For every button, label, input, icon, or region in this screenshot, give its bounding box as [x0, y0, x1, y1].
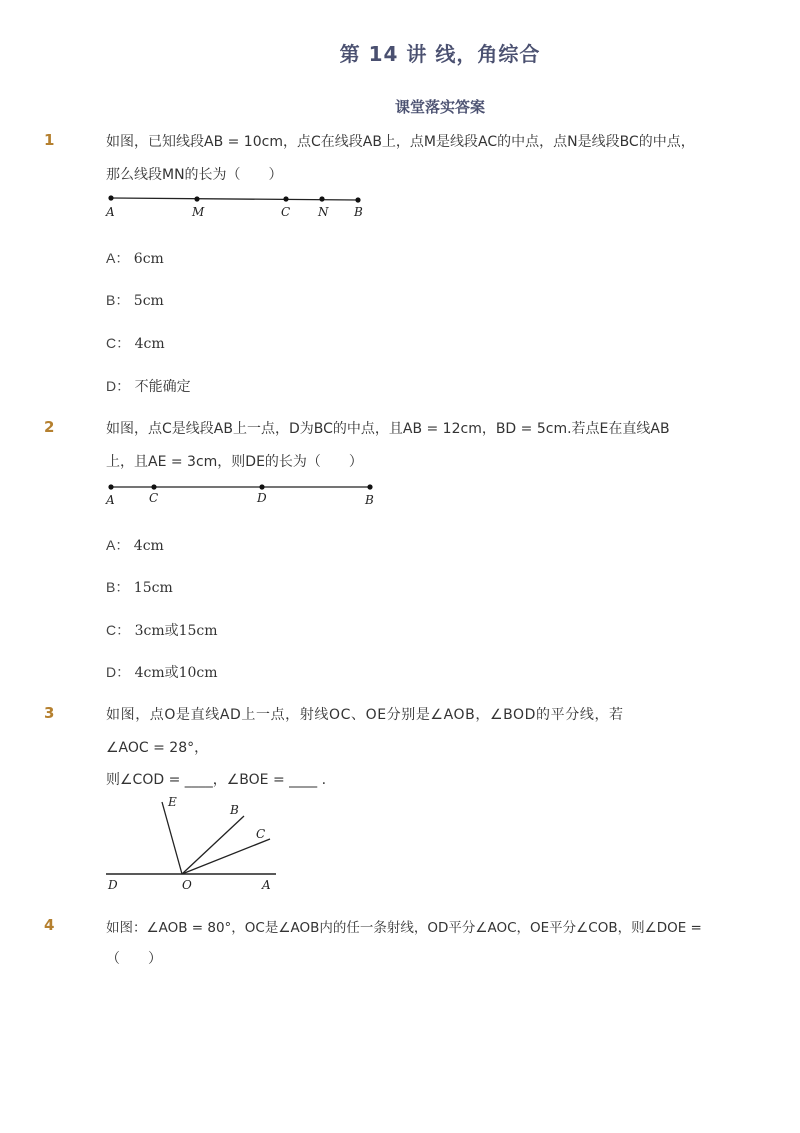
label-a: A [106, 493, 115, 507]
question-3-line-2: ∠AOC = 28°， [106, 740, 209, 756]
option-label: B： [106, 292, 130, 308]
option-value: 15cm [133, 580, 173, 596]
point-b [367, 484, 372, 489]
option-value: 5cm [133, 293, 164, 309]
question-4-line-1: 如图：∠AOB = 80°，OC是∠AOB内的任一条射线，OD平分∠AOC，OE平分∠COB，则∠DOE = [106, 920, 702, 936]
segment-figure-q1 [106, 192, 366, 222]
point-c [151, 484, 156, 489]
point-m [194, 196, 199, 201]
option-c[interactable] [106, 620, 218, 640]
point-a [108, 195, 113, 200]
point-a [108, 484, 113, 489]
label-c: C [149, 491, 159, 505]
point-c [283, 196, 288, 201]
question-number: 3 [44, 704, 55, 722]
label-a: A [106, 205, 115, 219]
page-title: 第 14 讲 线，角综合 [339, 42, 541, 66]
option-value: 3cm或15cm [134, 623, 218, 639]
label-e: E [168, 795, 177, 809]
label-c: C [281, 205, 291, 219]
option-value: 4cm或10cm [134, 665, 218, 681]
option-label: D： [106, 664, 131, 680]
section-subtitle: 课堂落实答案 [394, 98, 485, 116]
point-n [319, 196, 324, 201]
question-number: 1 [44, 131, 55, 149]
option-value: 4cm [133, 538, 164, 554]
angle-figure-q3 [104, 792, 284, 892]
label-o: O [182, 878, 192, 892]
ray-ob [182, 816, 244, 874]
label-d: D [108, 878, 118, 892]
label-b: B [230, 803, 239, 817]
label-b: B [365, 493, 374, 507]
option-a[interactable] [106, 535, 164, 555]
label-a: A [262, 878, 271, 892]
question-3-line-1: 如图，点O是直线AD上一点，射线OC、OE分别是∠AOB，∠BOD的平分线，若 [106, 707, 624, 723]
option-label: A： [106, 250, 130, 266]
label-m: M [192, 205, 205, 219]
option-label: C： [106, 622, 131, 638]
option-a[interactable] [106, 248, 164, 268]
label-d: D [257, 491, 267, 505]
question-number: 2 [44, 418, 55, 436]
option-value: 4cm [134, 336, 165, 352]
option-b[interactable] [106, 290, 164, 310]
question-number: 4 [44, 916, 55, 934]
segment-figure-q2 [106, 480, 376, 510]
question-1-line-2: 那么线段MN的长为（ ） [106, 167, 283, 183]
label-c: C [256, 827, 266, 841]
option-label: C： [106, 335, 131, 351]
question-3-line-3: 则∠COD = ____，∠BOE = ____ . [106, 772, 327, 788]
label-b: B [354, 205, 363, 219]
option-b[interactable] [106, 577, 173, 597]
question-4-line-2: （ ） [106, 951, 162, 967]
question-2-line-1: 如图，点C是线段AB上一点，D为BC的中点，且AB = 12cm，BD = 5cm.若点E在直线AB [106, 421, 670, 437]
point-b [355, 197, 360, 202]
ray-oc [182, 839, 270, 874]
option-d[interactable] [106, 662, 218, 682]
ray-oe [162, 802, 182, 874]
option-d[interactable] [106, 376, 191, 396]
option-value: 不能确定 [134, 378, 191, 394]
option-value: 6cm [133, 251, 164, 267]
label-n: N [318, 205, 329, 219]
question-1-line-1: 如图，已知线段AB = 10cm，点C在线段AB上，点M是线段AC的中点，点N是线段BC的中点， [106, 134, 695, 150]
option-label: B： [106, 579, 130, 595]
point-d [259, 484, 264, 489]
question-2-line-2: 上，且AE = 3cm，则DE的长为（ ） [106, 454, 363, 470]
option-c[interactable] [106, 333, 165, 353]
option-label: A： [106, 537, 130, 553]
option-label: D： [106, 378, 131, 394]
